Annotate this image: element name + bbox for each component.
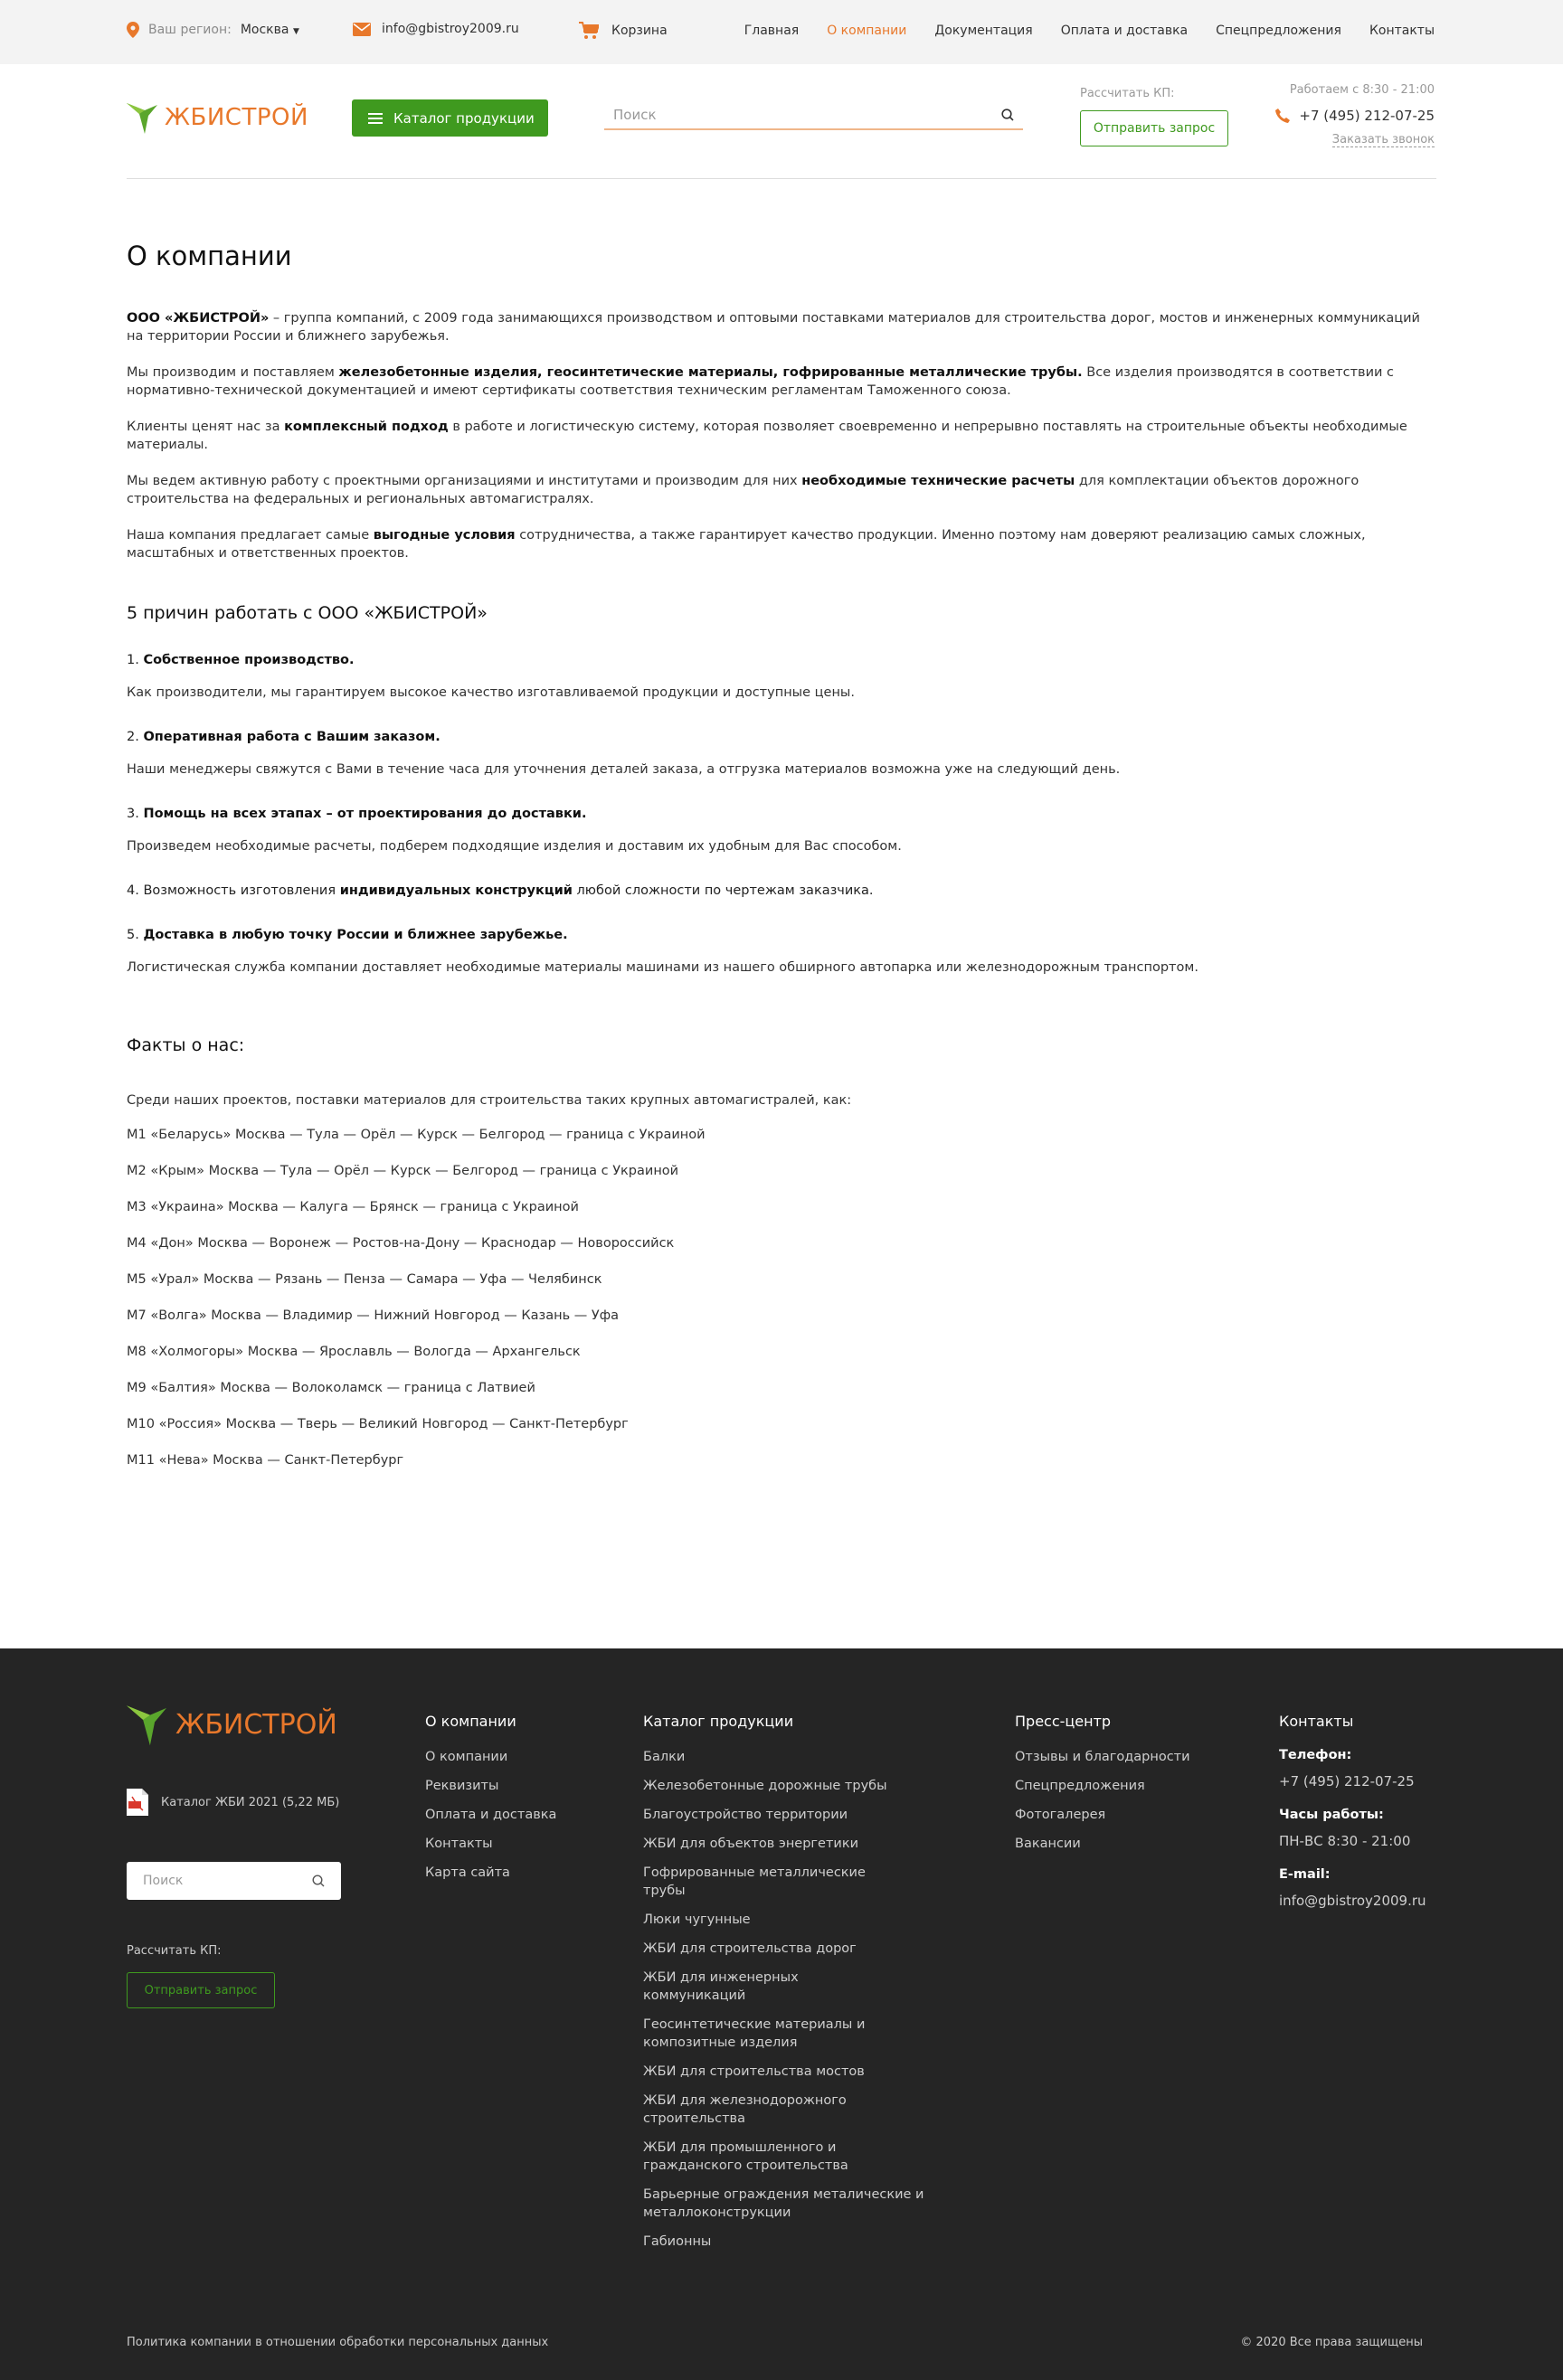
kp-label: Рассчитать КП:: [1080, 87, 1175, 100]
search-input[interactable]: Поиск: [613, 107, 657, 123]
site-logo[interactable]: [127, 101, 308, 134]
intro-text: [127, 309, 1436, 562]
footer-hours: ПН-ВС 8:30 - 21:00: [1279, 1833, 1411, 1849]
intro-text-part: Все изделия производятся в соответствии с нормативно-технической документацией и имеют сертификаты соответствия техническим регламентам Таможенного союза.: [127, 365, 1395, 398]
menu-icon: [368, 113, 383, 124]
nav-about[interactable]: О компании: [827, 24, 907, 38]
header-contacts: [1275, 83, 1435, 147]
header-search[interactable]: [604, 101, 1023, 130]
footer-link-reviews[interactable]: Отзывы и благодарности: [1015, 1750, 1190, 1764]
highways-list: [127, 1117, 1436, 1478]
reason-bold: Доставка в любую точку России и ближнее зарубежье.: [143, 928, 568, 942]
phone-number: +7 (495) 212-07-25: [1299, 108, 1435, 124]
footer-catalog-link[interactable]: ЖБИ для железнодорожного строительства: [643, 2093, 847, 2126]
reason-bold: индивидуальных конструкций: [339, 883, 573, 898]
intro-text-part: Мы ведем активную работу с проектными организациями и институтами и производим для них: [127, 474, 802, 488]
region-label: Ваш регион:: [148, 23, 232, 37]
footer-catalog-title: Каталог продукции: [643, 1713, 794, 1730]
footer-logo-text: ЖБИСТРОЙ: [175, 1708, 337, 1741]
footer-link-offers[interactable]: Спецпредложения: [1015, 1779, 1145, 1793]
reason-number: 1.: [127, 653, 144, 667]
cart-link[interactable]: [579, 22, 668, 40]
header-divider: [127, 178, 1436, 179]
footer-email-label: E-mail:: [1279, 1867, 1331, 1882]
footer-catalog-link[interactable]: Благоустройство территории: [643, 1808, 848, 1822]
footer-catalog-link[interactable]: Барьерные ограждения металические и металлоконструкции: [643, 2187, 924, 2220]
footer-email[interactable]: info@gbistroy2009.ru: [1279, 1893, 1426, 1909]
intro-paragraph: [127, 364, 1436, 400]
intro-bold: комплексный подход: [284, 420, 449, 434]
footer-catalog-link[interactable]: Люки чугунные: [643, 1912, 751, 1927]
reason-item: [127, 653, 1436, 700]
footer: [0, 1648, 1563, 2380]
intro-paragraph: [127, 472, 1436, 508]
nav-documentation[interactable]: Документация: [934, 24, 1033, 38]
reason-number: 4.: [127, 883, 144, 898]
location-pin-icon: [127, 22, 139, 38]
footer-press-title: Пресс-центр: [1015, 1713, 1112, 1730]
intro-text-part: Клиенты ценят нас за: [127, 420, 285, 434]
pdf-label: Каталог ЖБИ 2021 (5,22 МБ): [161, 1795, 340, 1809]
footer-catalog-link[interactable]: ЖБИ для объектов энергетики: [643, 1837, 859, 1851]
highway-item: М5 «Урал» Москва — Рязань — Пенза — Самара — Уфа — Челябинск: [127, 1272, 602, 1287]
footer-link-contacts[interactable]: Контакты: [425, 1837, 493, 1851]
logo-bird-icon: [127, 1703, 166, 1746]
reason-item: [127, 928, 1436, 975]
footer-about-column: [425, 1713, 556, 1893]
reason-description: Как производители, мы гарантируем высокое качество изготавливаемой продукции и доступные цены.: [127, 685, 855, 700]
intro-paragraph: [127, 309, 1436, 345]
copyright: © 2020 Все права защищены: [1240, 2336, 1423, 2349]
reason-item: [127, 883, 1436, 898]
privacy-policy-link[interactable]: Политика компании в отношении обработки персональных данных: [127, 2336, 549, 2349]
catalog-button-label: Каталог продукции: [393, 109, 535, 127]
footer-search[interactable]: [127, 1862, 341, 1900]
footer-link-about[interactable]: О компании: [425, 1750, 508, 1764]
region-value[interactable]: Москва: [240, 23, 289, 37]
intro-bold: железобетонные изделия, геосинтетические материалы, гофрированные металлические трубы.: [338, 365, 1083, 380]
intro-text-part: Мы производим и поставляем: [127, 365, 339, 380]
working-hours: Работаем с 8:30 - 21:00: [1289, 83, 1435, 97]
intro-paragraph: [127, 418, 1436, 454]
footer-catalog-column: [643, 1713, 933, 2262]
intro-bold: необходимые технические расчеты: [801, 474, 1075, 488]
pdf-icon: [127, 1789, 148, 1816]
email-text: info@gbistroy2009.ru: [382, 22, 519, 36]
cart-label: Корзина: [611, 24, 668, 38]
reason-description: Логистическая служба компании доставляет необходимые материалы машинами из нашего обширного автопарка или железнодорожным транспортом.: [127, 960, 1198, 975]
logo-text: ЖБИСТРОЙ: [165, 104, 308, 131]
footer-send-request-button[interactable]: Отправить запрос: [127, 1972, 275, 2008]
footer-catalog-link[interactable]: Гофрированные металлические трубы: [643, 1865, 866, 1898]
footer-link-payment[interactable]: Оплата и доставка: [425, 1808, 557, 1822]
footer-catalog-link[interactable]: ЖБИ для строительства мостов: [643, 2064, 865, 2079]
facts-intro: Среди наших проектов, поставки материалов для строительства таких крупных автомагистралей, как:: [127, 1093, 852, 1108]
kp-block: [1080, 87, 1228, 146]
reason-number: 2.: [127, 730, 144, 744]
send-request-button[interactable]: Отправить запрос: [1080, 110, 1228, 146]
highway-item: М8 «Холмогоры» Москва — Ярославль — Вологда — Архангельск: [127, 1345, 581, 1359]
reason-item: [127, 807, 1436, 854]
cart-icon: [579, 22, 599, 40]
highway-item: М10 «Россия» Москва — Тверь — Великий Новгород — Санкт-Петербург: [127, 1417, 629, 1431]
footer-catalog-link[interactable]: ЖБИ для строительства дорог: [643, 1941, 857, 1956]
footer-catalog-link[interactable]: Балки: [643, 1750, 686, 1764]
footer-kp-label: Рассчитать КП:: [127, 1944, 222, 1958]
region-selector[interactable]: [127, 22, 299, 38]
highway-item: М2 «Крым» Москва — Тула — Орёл — Курск — Белгород — граница с Украиной: [127, 1164, 679, 1178]
footer-catalog-link[interactable]: Железобетонные дорожные трубы: [643, 1779, 887, 1793]
highway-item: М9 «Балтия» Москва — Волоколамск — граница с Латвией: [127, 1381, 535, 1395]
highway-item: М11 «Нева» Москва — Санкт-Петербург: [127, 1453, 404, 1468]
reasons-title: 5 причин работать с ООО «ЖБИСТРОЙ»: [127, 603, 488, 623]
main-content: [127, 241, 1436, 1478]
reason-bold: Собственное производство.: [143, 653, 355, 667]
footer-contacts-column: [1279, 1713, 1426, 1927]
highway-item: М1 «Беларусь» Москва — Тула — Орёл — Курск — Белгород — граница с Украиной: [127, 1128, 706, 1142]
footer-catalog-link[interactable]: Габионны: [643, 2234, 712, 2249]
nav-home[interactable]: Главная: [744, 24, 800, 38]
nav-special-offers[interactable]: Спецпредложения: [1216, 24, 1341, 38]
intro-text-part: – группа компаний, с 2009 года занимающихся производством и оптовыми поставками материалов для строительства дорог, мостов и инженерных коммуникаций на территории России и ближнего зарубежья.: [127, 311, 1420, 344]
search-icon[interactable]: [1001, 109, 1014, 121]
footer-hours-label: Часы работы:: [1279, 1808, 1384, 1822]
reason-title: [127, 730, 1436, 744]
reason-bold: Помощь на всех этапах – от проектирования до доставки.: [143, 807, 587, 821]
top-bar: [0, 0, 1563, 64]
reason-number: 5.: [127, 928, 144, 942]
highway-item: М7 «Волга» Москва — Владимир — Нижний Новгород — Казань — Уфа: [127, 1308, 619, 1323]
caret-down-icon: ▼: [292, 27, 299, 36]
reason-number: 3.: [127, 807, 144, 821]
intro-paragraph: [127, 526, 1436, 562]
reason-title: [127, 653, 1436, 667]
search-icon[interactable]: [312, 1875, 325, 1887]
footer-catalog-link[interactable]: ЖБИ для инженерных коммуникаций: [643, 1970, 799, 2003]
page-title: О компании: [127, 241, 292, 271]
mail-icon: [353, 23, 371, 36]
intro-text-part: сотрудничества, а также гарантирует качество продукции. Именно поэтому нам доверяют реализацию самых сложных, масштабных и ответственных проектов.: [127, 528, 1366, 561]
top-navigation: [744, 24, 1435, 38]
footer-link-requisites[interactable]: Реквизиты: [425, 1779, 499, 1793]
footer-press-column: [1015, 1713, 1190, 1864]
footer-catalog-link[interactable]: ЖБИ для промышленного и гражданского строительства: [643, 2140, 848, 2173]
highway-item: М4 «Дон» Москва — Воронеж — Ростов-на-Дону — Краснодар — Новороссийск: [127, 1236, 675, 1251]
intro-text-part: Наша компания предлагает самые: [127, 528, 374, 543]
nav-payment-delivery[interactable]: Оплата и доставка: [1060, 24, 1189, 38]
facts-title: Факты о нас:: [127, 1035, 245, 1055]
footer-phone-label: Телефон:: [1279, 1748, 1352, 1762]
footer-link-vacancies[interactable]: Вакансии: [1015, 1837, 1081, 1851]
phone-icon: [1275, 109, 1290, 123]
logo-bird-icon: [127, 101, 157, 134]
reason-title: [127, 883, 1436, 898]
highway-item: М3 «Украина» Москва — Калуга — Брянск — граница с Украиной: [127, 1200, 579, 1214]
header-email-link[interactable]: [353, 22, 519, 36]
reason-bold: Оперативная работа с Вашим заказом.: [143, 730, 440, 744]
reason-title: [127, 807, 1436, 821]
intro-bold: выгодные условия: [373, 528, 516, 543]
intro-bold: ООО «ЖБИСТРОЙ»: [127, 311, 270, 326]
footer-contacts-title: Контакты: [1279, 1713, 1354, 1730]
reason-item: [127, 730, 1436, 777]
footer-catalog-link[interactable]: Геосинтетические материалы и композитные изделия: [643, 2017, 866, 2050]
intro-text-part: для комплектации объектов дорожного строительства на федеральных и региональных автомагистралях.: [127, 474, 1359, 506]
footer-logo[interactable]: [127, 1703, 337, 1746]
reason-prefix: Возможность изготовления: [143, 883, 340, 898]
nav-contacts[interactable]: Контакты: [1369, 24, 1435, 38]
footer-search-input[interactable]: Поиск: [143, 1874, 184, 1888]
catalog-pdf-link[interactable]: [127, 1789, 339, 1816]
catalog-button[interactable]: [352, 99, 548, 137]
reason-title: [127, 928, 1436, 942]
reason-description: Наши менеджеры свяжутся с Вами в течение часа для уточнения деталей заказа, а отгрузка материалов возможна уже на следующий день.: [127, 762, 1121, 777]
header-phone[interactable]: [1275, 108, 1435, 124]
footer-phone[interactable]: +7 (495) 212-07-25: [1279, 1773, 1415, 1790]
reason-suffix: любой сложности по чертежам заказчика.: [572, 883, 874, 898]
reason-description: Произведем необходимые расчеты, подберем подходящие изделия и доставим их удобным для Вас способом.: [127, 839, 902, 854]
footer-link-gallery[interactable]: Фотогалерея: [1015, 1808, 1106, 1822]
intro-text-part: в работе и логистическую систему, которая позволяет своевременно и непрерывно поставлять на строительные объекты необходимые материалы.: [127, 420, 1407, 452]
callback-link[interactable]: Заказать звонок: [1331, 133, 1435, 146]
footer-link-sitemap[interactable]: Карта сайта: [425, 1865, 510, 1880]
footer-about-title: О компании: [425, 1713, 516, 1730]
